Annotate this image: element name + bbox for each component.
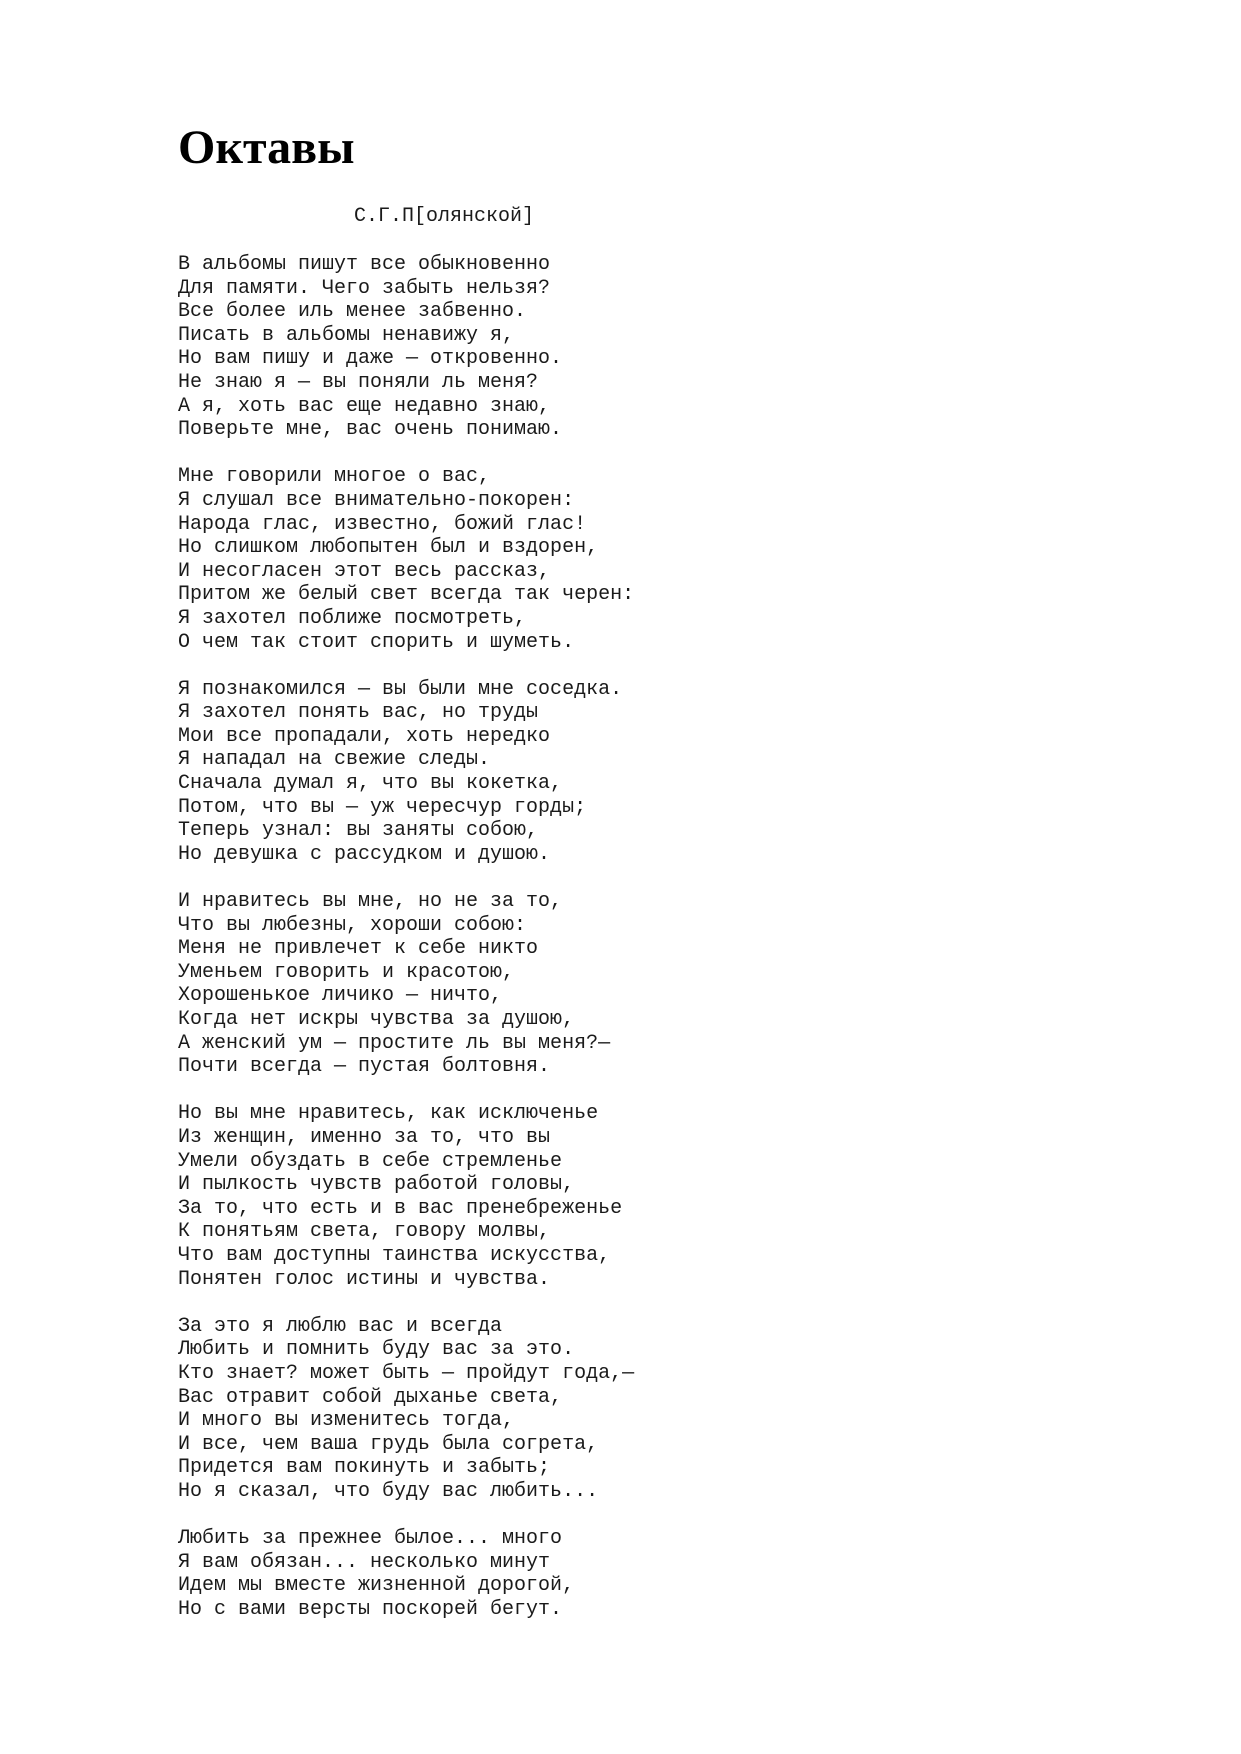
poem-line: Но вы мне нравитесь, как исключенье bbox=[178, 1102, 599, 1126]
poem-stanza bbox=[178, 1102, 1178, 1291]
poem-line: Потом, что вы — уж чересчур горды; bbox=[178, 795, 587, 819]
poem-line: Притом же белый свет всегда так черен: bbox=[178, 583, 635, 607]
poem-line: Что вам доступны таинства искусства, bbox=[178, 1243, 611, 1267]
poem-line: Я слушал все внимательно-покорен: bbox=[178, 488, 575, 512]
poem-stanza bbox=[178, 890, 1178, 1079]
poem-line: За то, что есть и в вас пренебреженье bbox=[178, 1196, 623, 1220]
poem-line: Я захотел поближе посмотреть, bbox=[178, 606, 527, 630]
poem-line: Любить за прежнее былое... много bbox=[178, 1527, 563, 1551]
poem-line: Когда нет искры чувства за душою, bbox=[178, 1008, 575, 1031]
poem-line: Все более иль менее забвенно. bbox=[178, 300, 527, 324]
poem-line: Но слишком любопытен был и вздорен, bbox=[178, 536, 599, 560]
poem-line: Любить и помнить буду вас за это. bbox=[178, 1338, 575, 1362]
poem-line: И все, чем ваша грудь была согрета, bbox=[178, 1432, 599, 1456]
poem-stanza bbox=[178, 678, 1178, 867]
poem-stanza bbox=[178, 253, 1178, 442]
poem-line: И нравитесь вы мне, но не за то, bbox=[178, 890, 563, 914]
poem-line: В альбомы пишут все обыкновенно bbox=[178, 253, 551, 276]
poem-line: Народа глас, известно, божий глас! bbox=[178, 512, 587, 536]
poem-line: Понятен голос истины и чувства. bbox=[178, 1267, 551, 1291]
poem-line: Из женщин, именно за то, что вы bbox=[178, 1125, 551, 1149]
poem-line: И пылкость чувств работой головы, bbox=[178, 1173, 575, 1197]
poem-line: Меня не привлечет к себе никто bbox=[178, 937, 539, 961]
poem-stanza bbox=[178, 1527, 1178, 1621]
poem-line: А я, хоть вас еще недавно знаю, bbox=[178, 394, 551, 418]
poem-line: И много вы изменитесь тогда, bbox=[178, 1409, 515, 1433]
poem-line: Мне говорили многое о вас, bbox=[178, 465, 491, 489]
poem-line: Я захотел понять вас, но труды bbox=[178, 701, 539, 725]
poem-line: Но с вами версты поскорей бегут. bbox=[178, 1597, 563, 1621]
poem-line: Я нападал на свежие следы. bbox=[178, 748, 491, 772]
poem-line: Умели обуздать в себе стремленье bbox=[178, 1149, 563, 1173]
poem-line: Поверьте мне, вас очень понимаю. bbox=[178, 418, 563, 442]
poem-line: Но девушка с рассудком и душою. bbox=[178, 842, 551, 866]
poem-stanza bbox=[178, 1315, 1178, 1504]
poem-line: Кто знает? может быть — пройдут года,— bbox=[178, 1361, 635, 1385]
poem-line: О чем так стоит спорить и шуметь. bbox=[178, 630, 575, 654]
poem-line: Вас отравит собой дыханье света, bbox=[178, 1385, 563, 1409]
poem-line: Идем мы вместе жизненной дорогой, bbox=[178, 1574, 575, 1598]
poem-line: Писать в альбомы ненавижу я, bbox=[178, 323, 515, 347]
poem-line: Я вам обязан... несколько минут bbox=[178, 1550, 551, 1574]
poem-line: Не знаю я — вы поняли ль меня? bbox=[178, 370, 539, 394]
poem-line: Что вы любезны, хороши собою: bbox=[178, 913, 527, 937]
poem-line: Уменьем говорить и красотою, bbox=[178, 960, 515, 984]
poem-body bbox=[178, 253, 1178, 1645]
poem-line: Я познакомился — вы были мне соседка. bbox=[178, 677, 623, 701]
poem-line: Сначала думал я, что вы кокетка, bbox=[178, 772, 563, 796]
poem-line: Но вам пишу и даже — откровенно. bbox=[178, 347, 563, 371]
poem-line: За это я люблю вас и всегда bbox=[178, 1314, 503, 1338]
poem-line: Хорошенькое личико — ничто, bbox=[178, 984, 503, 1008]
poem-title: Октавы bbox=[178, 121, 355, 174]
poem-line: А женский ум — простите ль вы меня?— bbox=[178, 1031, 611, 1055]
poem-line: К понятьям света, говору молвы, bbox=[178, 1220, 551, 1244]
poem-line: Но я сказал, что буду вас любить... bbox=[178, 1479, 599, 1503]
poem-line: И несогласен этот весь рассказ, bbox=[178, 559, 551, 583]
poem-dedication: С.Г.П[олянской] bbox=[354, 205, 535, 228]
poem-line: Почти всегда — пустая болтовня. bbox=[178, 1055, 551, 1079]
poem-line: Для памяти. Чего забыть нельзя? bbox=[178, 276, 551, 300]
poem-line: Мои все пропадали, хоть нередко bbox=[178, 724, 551, 748]
poem-line: Придется вам покинуть и забыть; bbox=[178, 1456, 551, 1480]
poem-line: Теперь узнал: вы заняты собою, bbox=[178, 819, 539, 843]
poem-stanza bbox=[178, 465, 1178, 654]
